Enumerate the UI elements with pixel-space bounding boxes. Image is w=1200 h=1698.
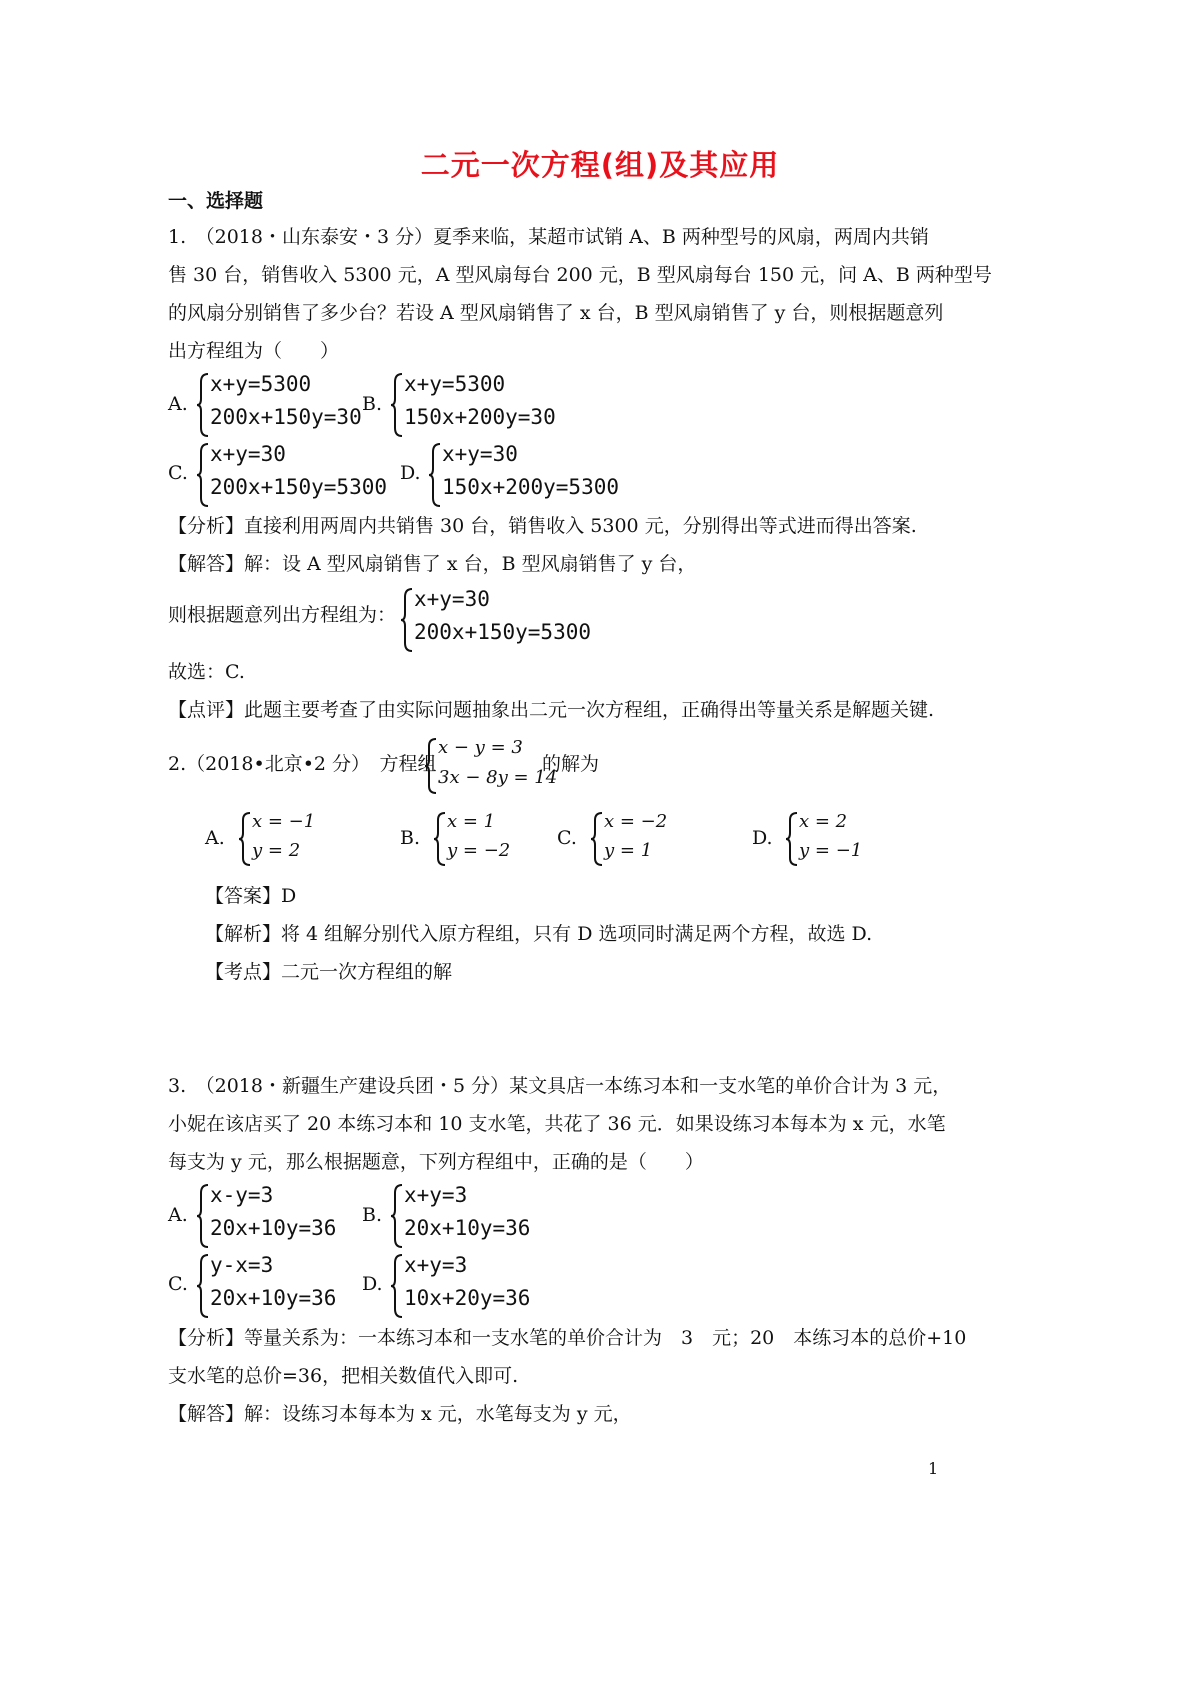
q1-line: 的风扇分别销售了多少台？若设 A 型风扇销售了 x 台，B 型风扇销售了 y 台，则根据题意列 xyxy=(168,302,944,324)
q3-solution: 【解答】解：设练习本每本为 x 元，水笔每支为 y 元， xyxy=(168,1403,632,1425)
q2-answer: 【答案】D xyxy=(205,885,297,907)
q1-choice: 故选：C. xyxy=(168,661,245,683)
q2-analysis: 【解析】将 4 组解分别代入原方程组，只有 D 选项同时满足两个方程，故选 D. xyxy=(205,923,873,945)
q3-analysis-line: 【分析】等量关系为：一本练习本和一支水笔的单价合计为 3 元；20 本练习本的总价+10 xyxy=(168,1327,967,1349)
q2-option-a-label: A. xyxy=(205,827,225,849)
q1-line: 售 30 台，销售收入 5300 元，A 型风扇每台 200 元，B 型风扇每台 150 元，问 A、B 两种型号 xyxy=(168,264,992,286)
q3-analysis-line: 支水笔的总价=36，把相关数值代入即可. xyxy=(168,1365,519,1387)
q1-option-c-label: C. xyxy=(168,462,188,484)
q2-option-c-label: C. xyxy=(557,827,577,849)
q1-line: 出方程组为（ ） xyxy=(168,340,340,362)
q2-option-d-label: D. xyxy=(752,827,773,849)
q1-option-b-label: B. xyxy=(362,393,383,415)
q2-point: 【考点】二元一次方程组的解 xyxy=(205,961,453,983)
page-number: 1 xyxy=(928,1459,939,1478)
q1-solution-line2: 则根据题意列出方程组为： xyxy=(168,604,397,626)
q2-stem: 2.（2018•北京•2 分） 方程组 xyxy=(168,753,437,775)
q1-line: 1. （2018・山东泰安・3 分）夏季来临，某超市试销 A、B 两种型号的风扇，两周内共销 xyxy=(168,226,929,248)
q3-option-a-label: A. xyxy=(168,1204,188,1226)
q1-comment: 【点评】此题主要考查了由实际问题抽象出二元一次方程组，正确得出等量关系是解题关键. xyxy=(168,699,935,721)
q3-line: 3. （2018・新疆生产建设兵团・5 分）某文具店一本练习本和一支水笔的单价合计为 3 元， xyxy=(168,1075,952,1097)
q3-option-c-label: C. xyxy=(168,1273,188,1295)
q3-option-b-label: B. xyxy=(362,1204,383,1226)
q2-option-b-label: B. xyxy=(400,827,421,849)
q3-line: 每支为 y 元，那么根据题意，下列方程组中，正确的是（ ） xyxy=(168,1151,704,1173)
q1-solution: 【解答】解：设 A 型风扇销售了 x 台，B 型风扇销售了 y 台， xyxy=(168,553,697,575)
q1-option-d-label: D. xyxy=(400,462,421,484)
q1-analysis: 【分析】直接利用两周内共销售 30 台，销售收入 5300 元，分别得出等式进而得出答案. xyxy=(168,515,917,537)
page-title: 二元一次方程(组)及其应用 xyxy=(420,148,780,182)
section-heading: 一、选择题 xyxy=(168,190,264,212)
q1-option-a-label: A. xyxy=(168,393,188,415)
q3-line: 小妮在该店买了 20 本练习本和 10 支水笔，共花了 36 元．如果设练习本每本为 x 元，水笔 xyxy=(168,1113,946,1135)
q3-option-d-label: D. xyxy=(362,1273,383,1295)
q2-stem-end: 的解为 xyxy=(542,753,600,775)
